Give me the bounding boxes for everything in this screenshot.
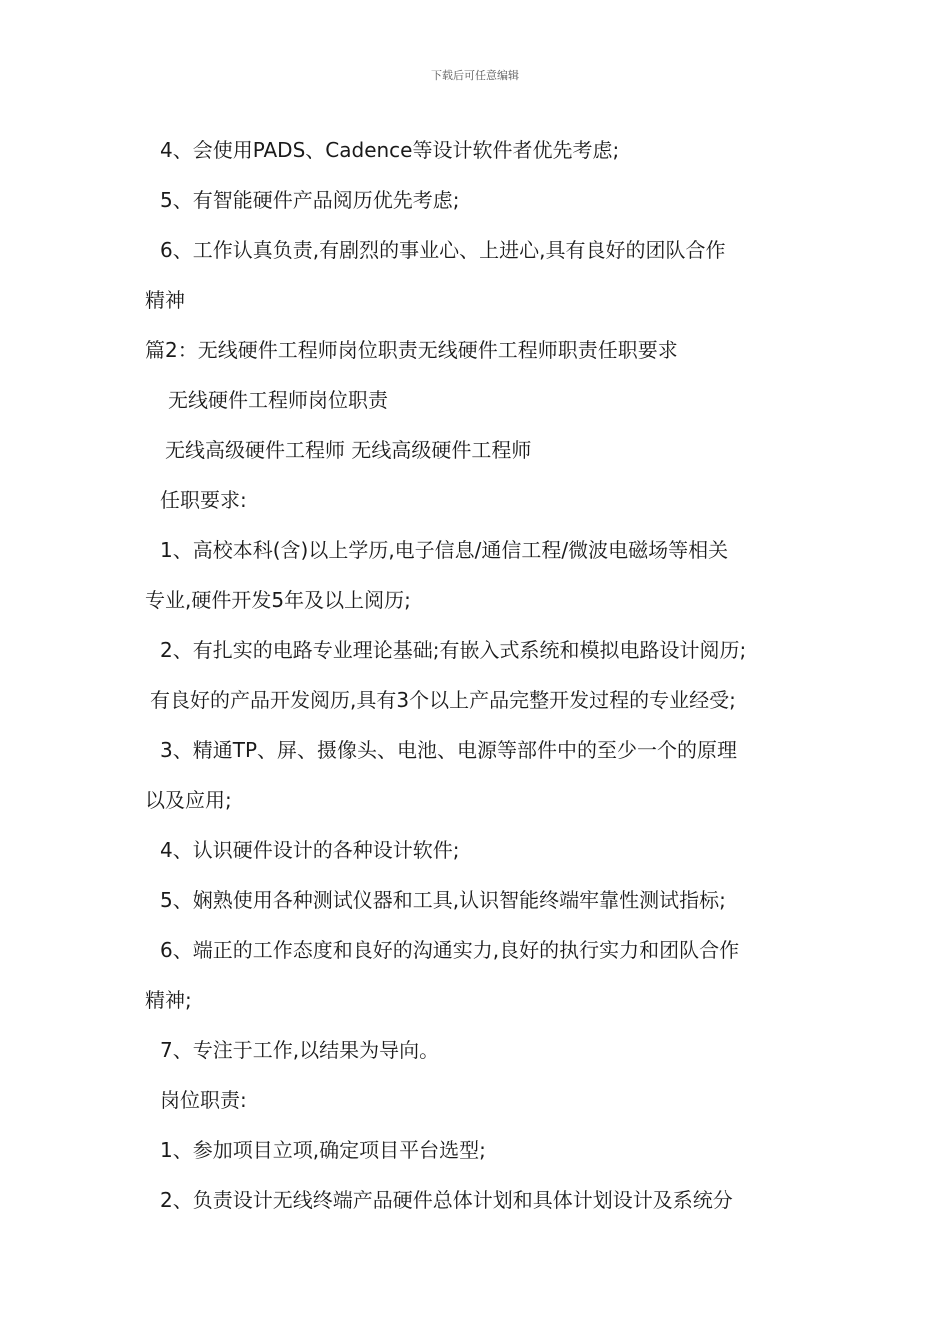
text-line: 5、娴熟使用各种测试仪器和工具,认识智能终端牢靠性测试指标; <box>160 888 726 912</box>
text-line: 1、高校本科(含)以上学历,电子信息/通信工程/微波电磁场等相关 <box>160 538 729 562</box>
text-line: 4、认识硬件设计的各种设计软件; <box>160 838 460 862</box>
text-line: 精神; <box>145 988 192 1012</box>
text-line: 3、精通TP、屏、摄像头、电池、电源等部件中的至少一个的原理 <box>160 738 738 762</box>
text-line: 无线高级硬件工程师 无线高级硬件工程师 <box>165 438 532 462</box>
text-line: 7、专注于工作,以结果为导向。 <box>160 1038 440 1062</box>
text-line: 以及应用; <box>145 788 232 812</box>
text-line: 6、端正的工作态度和良好的沟通实力,良好的执行实力和团队合作 <box>160 938 740 962</box>
text-line: 1、参加项目立项,确定项目平台选型; <box>160 1138 486 1162</box>
text-line: 精神 <box>145 288 185 312</box>
text-line: 岗位职责: <box>160 1088 247 1112</box>
text-line: 5、有智能硬件产品阅历优先考虑; <box>160 188 460 212</box>
text-line: 专业,硬件开发5年及以上阅历; <box>145 588 411 612</box>
text-line: 有良好的产品开发阅历,具有3个以上产品完整开发过程的专业经受; <box>150 688 736 712</box>
text-line: 6、工作认真负责,有剧烈的事业心、上进心,具有良好的团队合作 <box>160 238 726 262</box>
text-line: 2、有扎实的电路专业理论基础;有嵌入式系统和模拟电路设计阅历; <box>160 638 747 662</box>
header-note: 下载后可任意编辑 <box>431 69 519 82</box>
text-line: 4、会使用PADS、Cadence等设计软件者优先考虑; <box>160 138 620 162</box>
text-line: 2、负责设计无线终端产品硬件总体计划和具体计划设计及系统分 <box>160 1188 733 1212</box>
section-heading: 篇2：无线硬件工程师岗位职责无线硬件工程师职责任职要求 <box>145 338 678 362</box>
text-line: 任职要求: <box>160 488 247 512</box>
text-line: 无线硬件工程师岗位职责 <box>168 388 388 412</box>
